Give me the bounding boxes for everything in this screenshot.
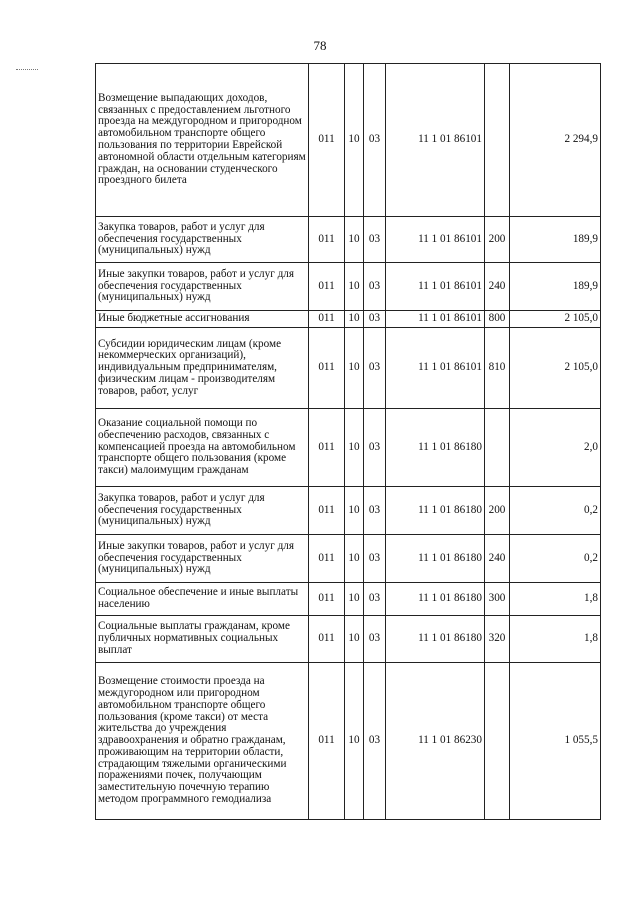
table-row xyxy=(96,583,601,616)
row-name: Субсидии юридическим лицам (кроме некоммерческих организаций), индивидуальным предпринимателям, физическим лицам - производителям товаров, работ, услуг xyxy=(96,328,309,409)
row-cs: 11 1 01 86180 xyxy=(386,583,485,616)
table-row xyxy=(96,616,601,663)
row-sum: 1,8 xyxy=(510,583,601,616)
row-name: Закупка товаров, работ и услуг для обеспечения государственных (муниципальных) нужд xyxy=(96,487,309,535)
row-pr: 03 xyxy=(364,663,386,820)
table-row xyxy=(96,311,601,328)
row-cs: 11 1 01 86180 xyxy=(386,409,485,487)
row-pr: 03 xyxy=(364,217,386,263)
row-gr: 011 xyxy=(309,663,345,820)
table-row xyxy=(96,535,601,583)
row-rz: 10 xyxy=(345,583,364,616)
row-rz: 10 xyxy=(345,535,364,583)
row-gr: 011 xyxy=(309,217,345,263)
row-sum: 0,2 xyxy=(510,535,601,583)
row-name: Социальное обеспечение и иные выплаты населению xyxy=(96,583,309,616)
row-gr: 011 xyxy=(309,583,345,616)
table-row xyxy=(96,263,601,311)
row-gr: 011 xyxy=(309,616,345,663)
budget-table xyxy=(95,63,601,820)
row-rz: 10 xyxy=(345,487,364,535)
row-pr: 03 xyxy=(364,409,386,487)
row-rz: 10 xyxy=(345,217,364,263)
row-gr: 011 xyxy=(309,409,345,487)
row-gr: 011 xyxy=(309,328,345,409)
row-rz: 10 xyxy=(345,311,364,328)
row-name: Иные бюджетные ассигнования xyxy=(96,311,309,328)
row-vr: 300 xyxy=(485,583,510,616)
page-number: 78 xyxy=(313,38,327,53)
row-rz: 10 xyxy=(345,663,364,820)
row-pr: 03 xyxy=(364,583,386,616)
row-name: Социальные выплаты гражданам, кроме публичных нормативных социальных выплат xyxy=(96,616,309,663)
row-vr xyxy=(485,64,510,217)
row-vr: 200 xyxy=(485,487,510,535)
row-sum: 2 105,0 xyxy=(510,311,601,328)
table-row xyxy=(96,217,601,263)
row-cs: 11 1 01 86230 xyxy=(386,663,485,820)
row-rz: 10 xyxy=(345,616,364,663)
row-sum: 2 294,9 xyxy=(510,64,601,217)
row-vr: 810 xyxy=(485,328,510,409)
row-pr: 03 xyxy=(364,487,386,535)
row-cs: 11 1 01 86101 xyxy=(386,217,485,263)
row-rz: 10 xyxy=(345,328,364,409)
row-vr xyxy=(485,663,510,820)
row-cs: 11 1 01 86101 xyxy=(386,311,485,328)
row-pr: 03 xyxy=(364,64,386,217)
margin-mark xyxy=(16,69,38,70)
row-name: Закупка товаров, работ и услуг для обеспечения государственных (муниципальных) нужд xyxy=(96,217,309,263)
row-cs: 11 1 01 86101 xyxy=(386,328,485,409)
row-cs: 11 1 01 86101 xyxy=(386,64,485,217)
row-cs: 11 1 01 86101 xyxy=(386,263,485,311)
row-sum: 1,8 xyxy=(510,616,601,663)
row-gr: 011 xyxy=(309,487,345,535)
row-name: Оказание социальной помощи по обеспечению расходов, связанных с компенсацией проезда на автомобильном транспорте общего пользования (кроме такси) малоимущим гражданам xyxy=(96,409,309,487)
table-row xyxy=(96,328,601,409)
row-vr: 200 xyxy=(485,217,510,263)
row-gr: 011 xyxy=(309,535,345,583)
row-vr xyxy=(485,409,510,487)
row-sum: 1 055,5 xyxy=(510,663,601,820)
table-row xyxy=(96,663,601,820)
table-row xyxy=(96,64,601,217)
row-gr: 011 xyxy=(309,263,345,311)
row-sum: 189,9 xyxy=(510,217,601,263)
table-row xyxy=(96,487,601,535)
row-sum: 2 105,0 xyxy=(510,328,601,409)
budget-table-body xyxy=(96,64,601,820)
row-cs: 11 1 01 86180 xyxy=(386,487,485,535)
row-vr: 240 xyxy=(485,535,510,583)
row-rz: 10 xyxy=(345,409,364,487)
row-rz: 10 xyxy=(345,64,364,217)
row-name: Иные закупки товаров, работ и услуг для обеспечения государственных (муниципальных) нужд xyxy=(96,263,309,311)
table-row xyxy=(96,409,601,487)
row-pr: 03 xyxy=(364,616,386,663)
row-name: Возмещение стоимости проезда на междугородном или пригородном автомобильном транспорте общего пользования (кроме такси) от места жительства до учреждения здравоохранения и обратно гражданам, проживающим на территории области, страдающим тяжелыми органическими поражениями почек, получающим заместительную почечную терапию методом программного гемодиализа xyxy=(96,663,309,820)
row-cs: 11 1 01 86180 xyxy=(386,535,485,583)
row-pr: 03 xyxy=(364,535,386,583)
row-vr: 320 xyxy=(485,616,510,663)
row-rz: 10 xyxy=(345,263,364,311)
row-gr: 011 xyxy=(309,64,345,217)
row-sum: 189,9 xyxy=(510,263,601,311)
row-pr: 03 xyxy=(364,263,386,311)
row-name: Возмещение выпадающих доходов, связанных с предоставлением льготного проезда на междугородном и пригородном автомобильном транспорте общего пользования по территории Еврейской автономной области отдельным категориям граждан, на основании студенческого проездного билета xyxy=(96,64,309,217)
row-gr: 011 xyxy=(309,311,345,328)
row-name: Иные закупки товаров, работ и услуг для обеспечения государственных (муниципальных) нужд xyxy=(96,535,309,583)
row-pr: 03 xyxy=(364,328,386,409)
row-sum: 0,2 xyxy=(510,487,601,535)
row-vr: 240 xyxy=(485,263,510,311)
row-pr: 03 xyxy=(364,311,386,328)
row-cs: 11 1 01 86180 xyxy=(386,616,485,663)
row-vr: 800 xyxy=(485,311,510,328)
row-sum: 2,0 xyxy=(510,409,601,487)
